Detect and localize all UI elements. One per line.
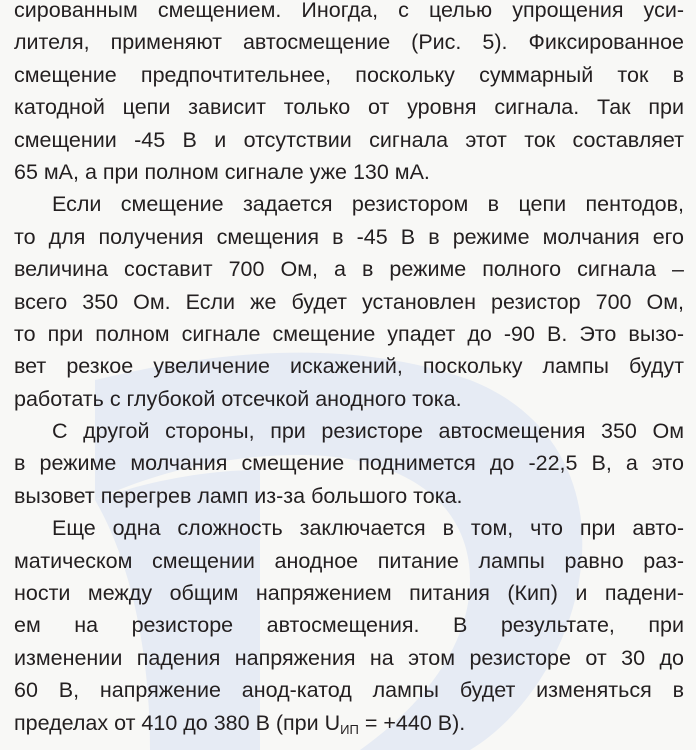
text-line: работать с глубокой отсечкой анодного тока. xyxy=(14,386,462,411)
text-line: 60 В, напряжение анод-катод лампы будет изменяться в xyxy=(14,678,684,703)
text-line: катодной цепи зависит только от уровня сигнала. Так при xyxy=(14,95,684,120)
final-line-suffix: = +440 В). xyxy=(358,710,466,735)
text-line: вет резкое увеличение искажений, поскольку лампы будут xyxy=(14,354,684,379)
text-line: сированным смещением. Иногда, с целью упрощения уси- xyxy=(14,0,684,22)
text-line: величина составит 700 Ом, а в режиме полного сигнала – xyxy=(14,257,684,282)
text-line: лителя, применяют автосмещение (Рис. 5). Фиксированное xyxy=(14,30,684,55)
text-line: изменении падения напряжения на этом резисторе от 30 до xyxy=(14,645,684,670)
text-line: смещение предпочтительнее, поскольку суммарный ток в xyxy=(14,62,684,87)
text-line: в режиме молчания смещение поднимется до -22,5 В, а это xyxy=(14,451,684,476)
text-line: Еще одна сложность заключается в том, что при авто- xyxy=(52,516,684,541)
text-line: смещении -45 В и отсутствии сигнала этот ток составляет xyxy=(14,127,684,152)
final-line-prefix: пределах от 410 до 380 В (при U xyxy=(14,710,341,735)
voltage-subscript: ИП xyxy=(340,721,359,737)
text-line: то для получения смещения в -45 В в режиме молчания его xyxy=(14,224,684,249)
text-line: С другой стороны, при резисторе автосмещения 350 Ом xyxy=(52,419,684,444)
text-line: ем на резисторе автосмещения. В результате, при xyxy=(14,613,684,638)
text-line: всего 350 Ом. Если же будет установлен резистор 700 Ом, xyxy=(14,289,684,314)
text-line: вызовет перегрев ламп из-за большого тока. xyxy=(14,483,463,508)
text-line: Если смещение задается резистором в цепи пентодов, xyxy=(52,192,684,217)
text-line: то при полном сигнале смещение упадет до -90 В. Это вызо- xyxy=(14,321,684,346)
text-line: матическом смещении анодное питание лампы равно раз- xyxy=(14,548,684,573)
text-line: 65 мА, а при полном сигнале уже 130 мА. xyxy=(14,159,430,184)
text-line: ности между общим напряжением питания (Кип) и падени- xyxy=(14,581,684,606)
text-line-final xyxy=(14,707,684,739)
